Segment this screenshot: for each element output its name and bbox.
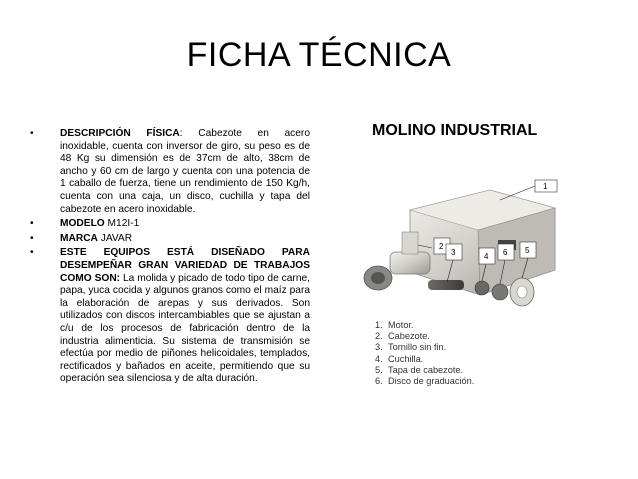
parts [428,278,534,306]
disc-part [492,284,508,300]
spec-label: MARCA [60,232,98,244]
callout-label: 2 [439,242,444,251]
slide-title: FICHA TÉCNICA [186,36,452,74]
legend-item: 2. Cabezote. [375,331,430,342]
spec-text: La molida y picado de todo tipo de carne, papa, yuca cocida y algunos granos como el maíz para la elaboración de arepas y sus derivados. Son utilizados con discos intercambiables que se ajustan a c/u de los procesos de fabricación dentro de la industria alimenticia. Su sistema de transmisión se efectúa por medio de piñones helicoidales, templados, rectificados y bañados en aceite, permitiendo que su operación sea silenciosa y de alta duración. [60,272,310,385]
blade-part [475,281,489,295]
machine-title: MOLINO INDUSTRIAL [372,122,538,139]
spec-separator: : [179,128,183,139]
spec-list [30,128,310,388]
bullet-dot: • [30,247,34,259]
auger-part [428,280,464,290]
spec-text: M12I-1 [104,218,140,230]
callout-label: 4 [484,252,489,261]
bullet-dot: • [30,232,34,244]
spec-text: Cabezote en acero inoxidable, cuenta con inversor de giro, su peso es de 48 Kg su dimensión es de 37cm de alto, 38cm de ancho y 60 cm de largo y cuenta con una potencia de 1 caballo de fuerza, tiene un rendimiento de 150 Kg/h, cuenta con una caja, un disco, cuchilla y tapa del cabezote en acero inoxidable. [60,128,310,215]
spec-label: DESCRIPCIÓN FÍSICA [60,128,180,139]
spec-label: ESTE EQUIPOS ESTÁ DISEÑADO PARA DESEMPEÑAR GRAN VARIEDAD DE TRABAJOS COMO SON: [60,247,310,284]
legend-item: 1. Motor. [375,320,414,330]
parts-legend [375,320,474,387]
bullet-dot: • [30,128,34,139]
callout-label: 1 [543,182,548,191]
spec-item-brand [30,233,310,246]
callout-label: 5 [525,246,530,255]
legend-item: 4. Cuchilla. [375,353,424,364]
bullet-dot: • [30,218,34,230]
legend-item: 3. Tornillo sin fin. [375,342,447,353]
callout-label: 3 [451,248,456,257]
spec-item-uses [30,247,310,386]
spec-text: JAVAR [97,232,133,244]
callout-label: 6 [503,248,508,257]
spec-item-model [30,218,310,231]
spec-label: MODELO [60,218,105,230]
legend-item: 6. Disco de graduación. [375,376,475,387]
legend-item: 5. Tapa de cabezote. [375,364,464,375]
spec-item-description [30,128,310,216]
